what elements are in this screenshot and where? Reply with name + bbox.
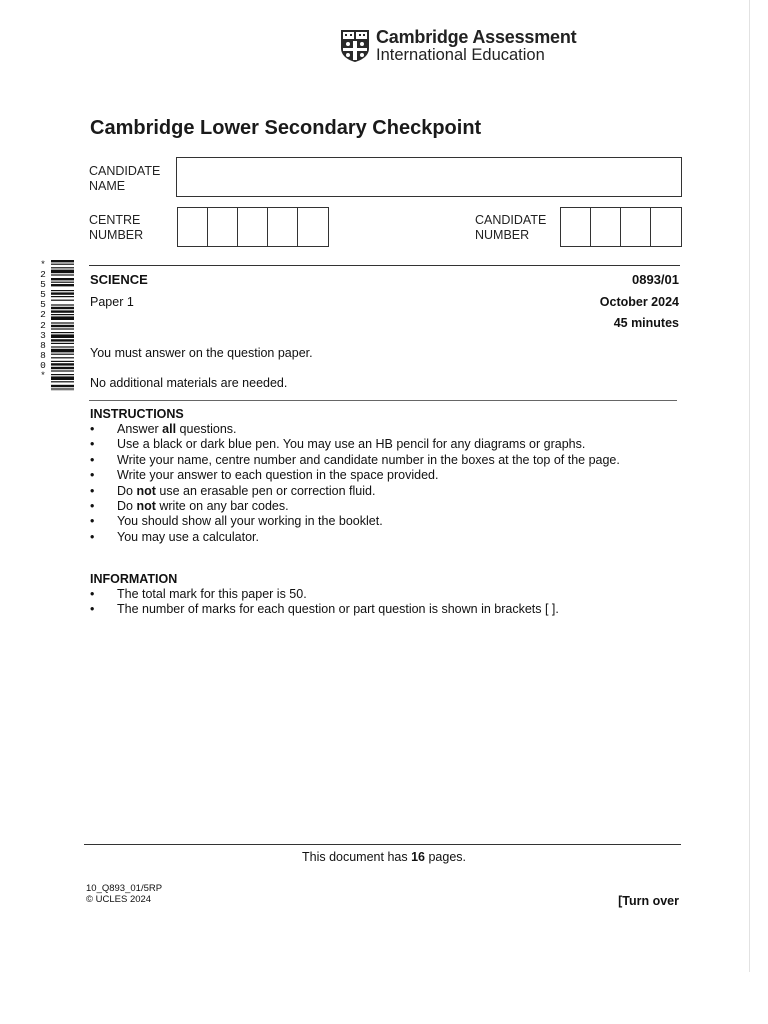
candidate-number-label: CANDIDATE NUMBER — [475, 213, 547, 242]
digit-box[interactable] — [591, 208, 621, 246]
logo-line-1: Cambridge Assessment — [376, 27, 577, 47]
cambridge-logo — [340, 27, 580, 69]
digit-box[interactable] — [621, 208, 651, 246]
exam-duration: 45 minutes — [613, 316, 679, 330]
barcode-digits: * 2 5 5 5 2 2 3 8 8 0 * — [40, 259, 46, 382]
information-text: The total mark for this paper is 50. — [117, 587, 307, 601]
page-count-text: This document has 16 pages. — [301, 850, 466, 864]
materials-note: No additional materials are needed. — [90, 376, 288, 390]
instruction-text: Do not use an erasable pen or correction fluid. — [117, 483, 376, 498]
reference-code: 10_Q893_01/5RP — [86, 883, 163, 894]
centre-number-label: CENTRE NUMBER — [89, 213, 144, 242]
instructions-list — [90, 422, 620, 545]
digit-box[interactable] — [298, 208, 328, 246]
information-list — [90, 587, 559, 618]
candidate-number-boxes[interactable] — [560, 207, 682, 247]
paper-code: 0893/01 — [632, 272, 679, 287]
turn-over-label: [Turn over — [618, 894, 679, 908]
candidate-name-label: CANDIDATE NAME — [89, 164, 161, 193]
list-item: • Use a black or dark blue pen. You may use an HB pencil for any diagrams or graphs. — [90, 437, 586, 452]
paper-number: Paper 1 — [90, 295, 134, 309]
shield-icon — [340, 29, 370, 63]
list-item: • You may use a calculator. — [90, 529, 259, 544]
list-item: • Answer all questions. — [90, 422, 237, 436]
digit-box[interactable] — [208, 208, 238, 246]
document-reference — [86, 883, 162, 905]
copyright: © UCLES 2024 — [86, 894, 152, 905]
exam-session: October 2024 — [599, 295, 679, 309]
instruction-text: Use a black or dark blue pen. You may use an HB pencil for any diagrams or graphs. — [117, 437, 586, 452]
instruction-text: Answer all questions. — [117, 422, 237, 436]
digit-box[interactable] — [268, 208, 298, 246]
page-edge — [749, 0, 750, 972]
instructions-heading: INSTRUCTIONS — [90, 407, 184, 421]
instruction-text: Write your answer to each question in the space provided. — [117, 468, 439, 483]
instruction-text: Write your name, centre number and candidate number in the boxes at the top of the page. — [117, 452, 620, 467]
list-item: • Do not write on any bar codes. — [90, 499, 289, 514]
divider — [84, 844, 681, 845]
list-item: • The number of marks for each question or part question is shown in brackets [ ]. — [90, 602, 559, 617]
list-item: • Do not use an erasable pen or correction fluid. — [90, 483, 376, 498]
page-title: Cambridge Lower Secondary Checkpoint — [90, 117, 482, 139]
digit-box[interactable] — [178, 208, 208, 246]
answer-note: You must answer on the question paper. — [90, 346, 313, 360]
divider — [89, 265, 680, 266]
divider — [89, 400, 677, 401]
list-item: • You should show all your working in the booklet. — [90, 514, 383, 529]
digit-box[interactable] — [238, 208, 268, 246]
barcode-bars — [51, 260, 74, 391]
instruction-text: You may use a calculator. — [117, 529, 259, 544]
digit-box[interactable] — [651, 208, 681, 246]
instruction-text: Do not write on any bar codes. — [117, 499, 289, 514]
barcode — [38, 260, 76, 392]
digit-box[interactable] — [561, 208, 591, 246]
list-item: • Write your name, centre number and candidate number in the boxes at the top of the page. — [90, 452, 620, 467]
list-item: • The total mark for this paper is 50. — [90, 587, 307, 601]
logo-line-2: International Education — [376, 46, 545, 64]
centre-number-boxes[interactable] — [177, 207, 329, 247]
instruction-text: You should show all your working in the booklet. — [117, 514, 383, 529]
information-text: The number of marks for each question or part question is shown in brackets [ ]. — [117, 602, 559, 617]
information-heading: INFORMATION — [90, 572, 178, 586]
subject: SCIENCE — [90, 272, 148, 287]
candidate-name-field[interactable] — [176, 157, 682, 197]
list-item: • Write your answer to each question in the space provided. — [90, 468, 439, 483]
